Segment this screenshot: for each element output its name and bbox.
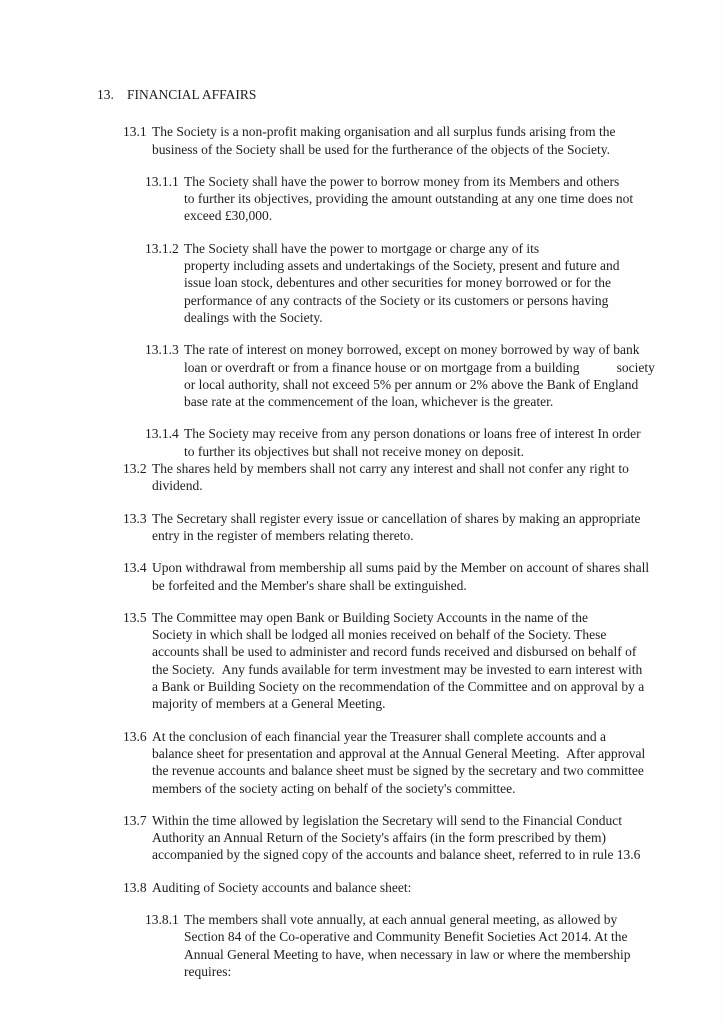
section-number: 13. (97, 87, 114, 102)
section-heading (97, 86, 724, 103)
clause-number: 13.1 (123, 124, 147, 140)
clause-number: 13.5 (123, 609, 147, 625)
clause-13-1-2 (145, 240, 724, 326)
clause-line: The rate of interest on money borrowed, except on money borrowed by way of bank (184, 342, 640, 358)
clause-13-7 (123, 812, 724, 864)
clause-13-4 (123, 559, 724, 594)
clause-13-5 (123, 609, 724, 713)
clause-line: The Society may receive from any person donations or loans free of interest In order (184, 426, 641, 442)
clause-line: Section 84 of the Co-operative and Community Benefit Societies Act 2014. At the (184, 929, 628, 945)
clause-line: The Committee may open Bank or Building Society Accounts in the name of the (152, 609, 589, 625)
clause-number: 13.1.2 (145, 240, 179, 256)
clause-number: 13.1.1 (145, 173, 179, 189)
clause-line: The members shall vote annually, at each annual general meeting, as allowed by (184, 911, 618, 927)
clause-13-6 (123, 728, 724, 797)
clause-13-3 (123, 510, 724, 545)
clause-line: dealings with the Society. (184, 309, 323, 325)
clause-line: the revenue accounts and balance sheet must be signed by the secretary and two committee (152, 763, 644, 779)
clause-line: base rate at the commencement of the loan, whichever is the greater. (184, 394, 554, 410)
clause-line: issue loan stock, debentures and other securities for money borrowed or for the (184, 275, 611, 291)
clause-13-1-1 (145, 173, 724, 225)
clause-number: 13.3 (123, 510, 147, 526)
clause-line: performance of any contracts of the Society or its customers or persons having (184, 292, 609, 308)
clause-line: accounts shall be used to administer and record funds received and disbursed on behalf of (152, 644, 637, 660)
clause-13-1 (123, 123, 724, 158)
clause-line: majority of members at a General Meeting. (152, 696, 386, 712)
clause-line: the Society. Any funds available for term investment may be invested to earn interest with (152, 661, 643, 677)
clause-number: 13.1.4 (145, 426, 179, 442)
clause-line: At the conclusion of each financial year the Treasurer shall complete accounts and a (152, 728, 606, 744)
clause-line: The shares held by members shall not carry any interest and shall not confer any right to (152, 461, 629, 477)
clause-number: 13.7 (123, 812, 147, 828)
section-title: FINANCIAL AFFAIRS (127, 87, 257, 102)
clause-line: Within the time allowed by legislation the Secretary will send to the Financial Conduct (152, 812, 622, 828)
clause-line: accompanied by the signed copy of the accounts and balance sheet, referred to in rule 13.6 (152, 847, 641, 863)
clause-line: property including assets and undertakings of the Society, present and future and (184, 258, 620, 274)
clause-line: to further its objectives but shall not receive money on deposit. (184, 443, 525, 459)
clause-13-1-4 (145, 425, 724, 460)
clause-number: 13.1.3 (145, 342, 179, 358)
clause-13-2 (123, 460, 724, 495)
clause-13-1-3 (145, 341, 724, 410)
clause-line: Upon withdrawal from membership all sums paid by the Member on account of shares shall (152, 560, 650, 576)
clause-line: members of the society acting on behalf of the society's committee. (152, 780, 516, 796)
clause-number: 13.8 (123, 879, 147, 895)
clause-line: balance sheet for presentation and approval at the Annual General Meeting. After approval (152, 745, 646, 761)
clause-line: The Society is a non-profit making organisation and all surplus funds arising from the (152, 124, 616, 140)
clause-line: business of the Society shall be used for the furtherance of the objects of the Society. (152, 141, 610, 157)
clause-line: loan or overdraft or from a finance house or on mortgage from a building society (184, 359, 655, 375)
clause-line: The Society shall have the power to borrow money from its Members and others (184, 173, 620, 189)
clause-number: 13.4 (123, 560, 147, 576)
clause-13-8 (123, 879, 724, 896)
clause-line: Authority an Annual Return of the Society's affairs (in the form prescribed by them) (152, 830, 606, 846)
clause-line: to further its objectives, providing the amount outstanding at any one time does not (184, 191, 634, 207)
clause-line: Society in which shall be lodged all monies received on behalf of the Society. These (152, 627, 607, 643)
clause-line: The Society shall have the power to mortgage or charge any of its (184, 240, 540, 256)
clause-line: entry in the register of members relating thereto. (152, 527, 414, 543)
clause-line: Auditing of Society accounts and balance sheet: (152, 879, 412, 895)
clause-line: or local authority, shall not exceed 5% per annum or 2% above the Bank of England (184, 376, 639, 392)
clause-line: Annual General Meeting to have, when necessary in law or where the membership (184, 946, 631, 962)
clause-13-8-1 (145, 911, 724, 980)
clause-number: 13.6 (123, 728, 147, 744)
clause-number: 13.8.1 (145, 911, 179, 927)
clause-line: The Secretary shall register every issue or cancellation of shares by making an appropriate (152, 510, 641, 526)
clause-line: be forfeited and the Member's share shall be extinguished. (152, 577, 467, 593)
clause-line: requires: (184, 963, 232, 979)
clause-line: exceed £30,000. (184, 208, 273, 224)
clause-line: a Bank or Building Society on the recommendation of the Committee and on approval by a (152, 679, 645, 695)
clause-line: dividend. (152, 478, 203, 494)
clause-number: 13.2 (123, 461, 147, 477)
